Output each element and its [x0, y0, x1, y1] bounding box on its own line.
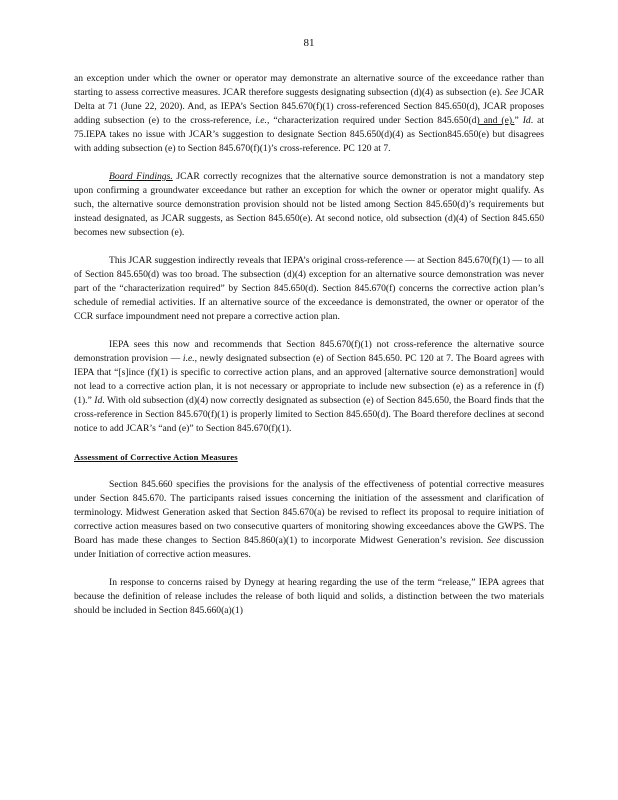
- board-findings-label: Board Findings.: [109, 171, 173, 182]
- text-span: IEPA sees this now and recommends that Section 845.670(f)(1) not cross-reference the alternative source demonstration provision —: [74, 339, 544, 364]
- text-span: discussion under Initiation of corrective action measures.: [74, 535, 544, 560]
- paragraph-board-findings: [74, 170, 544, 240]
- underlined-text: ) and (e).: [476, 115, 515, 126]
- text-span: In response to concerns raised by Dynegy at hearing regarding the use of the term “release,” IEPA agrees that because the definition of release includes the release of both liquid and solids, a distinction between the two materials should be included in Section 845.660(a)(1): [74, 577, 544, 616]
- text-span: , newly designated subsection (e) of Section 845.650. PC 120 at 7. The Board agrees with IEPA that “[s]ince (f)(1) is specific to corrective action plans, and an approved [alternative source demonstration] would not lead to a corrective action plan, it is not necessary or appropriate to include new subsection (e) as a reference in (f)(1).”: [74, 353, 544, 406]
- citation-signal: Id: [94, 395, 103, 406]
- paragraph-jcar-suggestion: [74, 72, 544, 156]
- text-span: ”: [514, 115, 523, 126]
- paragraph-section-845-660: [74, 478, 544, 562]
- citation-signal: i.e.: [255, 115, 267, 126]
- text-span: an exception under which the owner or operator may demonstrate an alternative source of the exceedance rather than starting to assess corrective measures. JCAR therefore suggests designating subsection (d)(4) as subsection (e).: [74, 73, 544, 98]
- paragraph-release-term: [74, 576, 544, 618]
- text-span: , “characterization required under Section 845.650(d: [266, 115, 477, 126]
- text-span: This JCAR suggestion indirectly reveals that IEPA’s original cross-reference — at Section 845.670(f)(1) — to all of Section 845.650(d) was too broad. The subsection (d)(4) exception for an alternative source demonstration was never part of the “characterization required” by Section 845.650(d). Section 845.670(f) concerns the corrective action plan’s schedule of remedial activities. If an alternative source of the exceedance is demonstrated, the owner or operator of the CCR surface impoundment need not prepare a corrective action plan.: [74, 255, 544, 322]
- text-span: . With old subsection (d)(4) now correctly designated as subsection (e) of Section 845.650, the Board finds that the cross-reference in Section 845.670(f)(1) is properly limited to Section 845.650(d). The Board therefore declines at second notice to add JCAR’s “and (e)” to Section 845.670(f)(1).: [74, 395, 544, 434]
- paragraph-cross-reference: [74, 254, 544, 324]
- citation-signal: Id: [522, 115, 531, 126]
- text-span: JCAR correctly recognizes that the alternative source demonstration is not a mandatory step upon confirming a groundwater exceedance but rather an exception for which the owner or operator might qualify. As such, the alternative source demonstration provision should not be listed among Section 845.650(d)’s requirements but instead designated, as JCAR suggests, as Section 845.650(e). At second notice, old subsection (d)(4) of Section 845.650 becomes new subsection (e).: [74, 171, 544, 238]
- citation-signal: i.e.: [182, 353, 195, 364]
- paragraph-iepa-recommends: [74, 338, 544, 436]
- page-number: 81: [303, 37, 315, 49]
- section-heading: Assessment of Corrective Action Measures: [74, 452, 238, 462]
- citation-signal: See: [504, 87, 519, 98]
- text-span: Section 845.660 specifies the provisions for the analysis of the effectiveness of potential corrective measures under Section 845.670. The participants raised issues concerning the initiation of the assessment and clarification of terminology. Midwest Generation asked that Section 845.670(a) be revised to reflect its proposal to require initiation of corrective action measures based on two consecutive quarters of monitoring showing exceedances above the GWPS. The Board has made these changes to Section 845.860(a)(1) to incorporate Midwest Generation’s revision.: [74, 479, 544, 546]
- text-span: JCAR Delta at 71 (June 22, 2020). And, as IEPA’s Section 845.670(f)(1) cross-referenced Section 845.650(d), JCAR proposes adding subsection (e) to the cross-reference,: [74, 87, 544, 126]
- citation-signal: See: [486, 535, 501, 546]
- body-text: [74, 72, 544, 632]
- text-span: . at 75.IEPA takes no issue with JCAR’s suggestion to designate Section 845.650(d)(4) as Section845.650(e) but disagrees with adding subsection (e) to Section 845.670(f)(1)’s cross-reference. PC 120 at 7.: [74, 115, 544, 154]
